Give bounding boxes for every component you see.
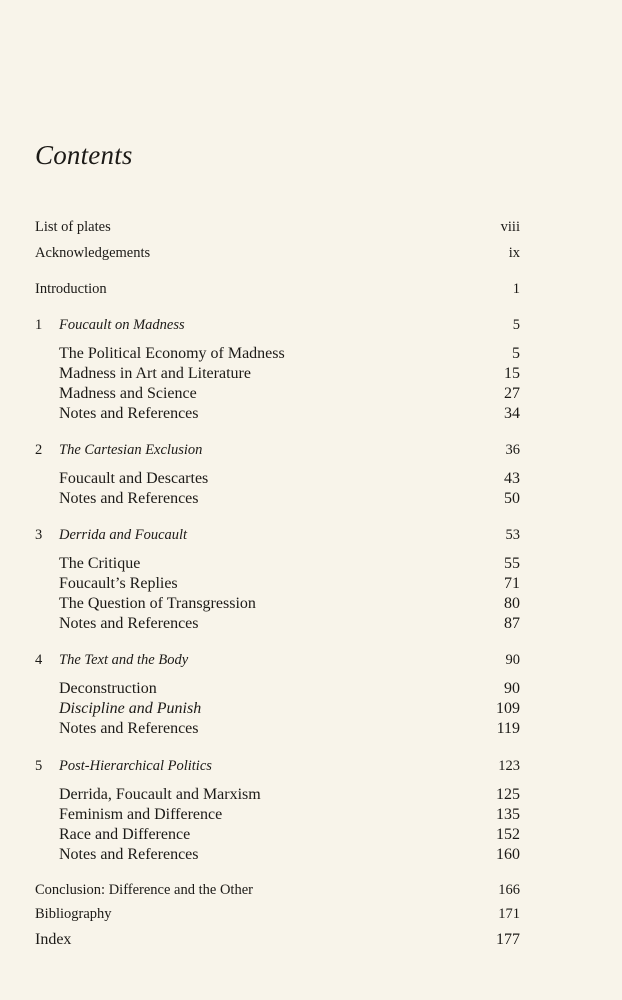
- toc-entry: [35, 245, 520, 262]
- section-entry: [59, 470, 520, 488]
- entry-label: Madness and Science: [59, 385, 197, 402]
- entry-page: 125: [496, 786, 520, 803]
- section-entry: [59, 700, 520, 718]
- entry-page: 80: [504, 595, 520, 612]
- section-entry: [59, 555, 520, 573]
- section-entry: [59, 826, 520, 844]
- entry-label: Foucault and Descartes: [59, 470, 209, 487]
- entry-page: 50: [504, 490, 520, 507]
- entry-page: 119: [496, 720, 520, 737]
- page-title: Contents: [35, 140, 133, 170]
- chapter-number: 1: [35, 317, 43, 333]
- entry-label: Feminism and Difference: [59, 806, 223, 823]
- entry-label: Introduction: [35, 281, 107, 297]
- entry-page: 109: [496, 700, 520, 717]
- entry-page: 36: [505, 442, 520, 458]
- toc-entry: [35, 906, 520, 923]
- entry-label: Notes and References: [59, 490, 199, 507]
- chapter-title: The Cartesian Exclusion: [59, 442, 203, 458]
- entry-page: 34: [504, 405, 520, 422]
- entry-label: Bibliography: [35, 906, 112, 922]
- entry-page: 152: [496, 826, 520, 843]
- entry-label: Notes and References: [59, 615, 199, 632]
- section-entry: [59, 365, 520, 383]
- entry-label: The Critique: [59, 555, 141, 572]
- chapter-number: 4: [35, 652, 43, 668]
- entry-label: Race and Difference: [59, 826, 191, 843]
- entry-label: The Political Economy of Madness: [59, 345, 285, 362]
- chapter-entry: [35, 758, 520, 775]
- section-entry: [59, 575, 520, 593]
- entry-page: 90: [505, 652, 520, 668]
- entry-label: Notes and References: [59, 720, 199, 737]
- entry-page: 53: [505, 527, 520, 543]
- entry-page: 87: [504, 615, 520, 632]
- entry-page: 55: [504, 555, 520, 572]
- section-entry: [59, 405, 520, 423]
- chapter-entry: [35, 527, 520, 544]
- section-entry: [59, 490, 520, 508]
- entry-page: 135: [496, 806, 520, 823]
- entry-page: 166: [498, 882, 520, 898]
- entry-label: Foucault’s Replies: [59, 575, 178, 592]
- chapter-title: Foucault on Madness: [59, 317, 185, 333]
- entry-page: 1: [512, 281, 520, 297]
- entry-page: 90: [504, 680, 520, 697]
- entry-label: Acknowledgements: [35, 245, 151, 261]
- chapter-entry: [35, 317, 520, 334]
- chapter-entry: [35, 652, 520, 669]
- section-entry: [59, 385, 520, 403]
- section-entry: [59, 595, 520, 613]
- entry-label: Index: [35, 931, 72, 948]
- toc-entry: [35, 281, 520, 298]
- section-entry: [59, 615, 520, 633]
- entry-label: Conclusion: Difference and the Other: [35, 882, 253, 898]
- chapter-title: Derrida and Foucault: [59, 527, 188, 543]
- chapter-title: The Text and the Body: [59, 652, 189, 668]
- entry-label: Notes and References: [59, 846, 199, 863]
- entry-label: Notes and References: [59, 405, 199, 422]
- section-entry: [59, 806, 520, 824]
- entry-page: ix: [508, 245, 520, 261]
- chapter-number: 3: [35, 527, 43, 543]
- section-entry: [59, 345, 520, 363]
- entry-page: viii: [500, 219, 520, 235]
- entry-page: 171: [498, 906, 520, 922]
- entry-page: 43: [504, 470, 520, 487]
- entry-page: 177: [496, 931, 520, 948]
- toc-entry: [35, 219, 520, 236]
- chapter-title: Post-Hierarchical Politics: [59, 758, 212, 774]
- entry-label: Derrida, Foucault and Marxism: [59, 786, 261, 803]
- section-entry: [59, 786, 520, 804]
- section-entry: [59, 680, 520, 698]
- entry-label: List of plates: [35, 219, 111, 235]
- entry-label: Deconstruction: [59, 680, 157, 697]
- chapter-number: 5: [35, 758, 43, 774]
- entry-page: 27: [504, 385, 520, 402]
- section-entry: [59, 720, 520, 738]
- entry-label: Madness in Art and Literature: [59, 365, 251, 382]
- section-entry: [59, 846, 520, 864]
- entry-page: 123: [498, 758, 520, 774]
- entry-page: 5: [512, 317, 520, 333]
- entry-page: 15: [504, 365, 520, 382]
- toc-entry: [35, 882, 520, 899]
- entry-page: 71: [504, 575, 520, 592]
- toc-entry: [35, 931, 520, 949]
- entry-label: The Question of Transgression: [59, 595, 256, 612]
- entry-page: 5: [512, 345, 520, 362]
- chapter-number: 2: [35, 442, 43, 458]
- chapter-entry: [35, 442, 520, 459]
- entry-page: 160: [496, 846, 520, 863]
- entry-label: Discipline and Punish: [59, 700, 202, 717]
